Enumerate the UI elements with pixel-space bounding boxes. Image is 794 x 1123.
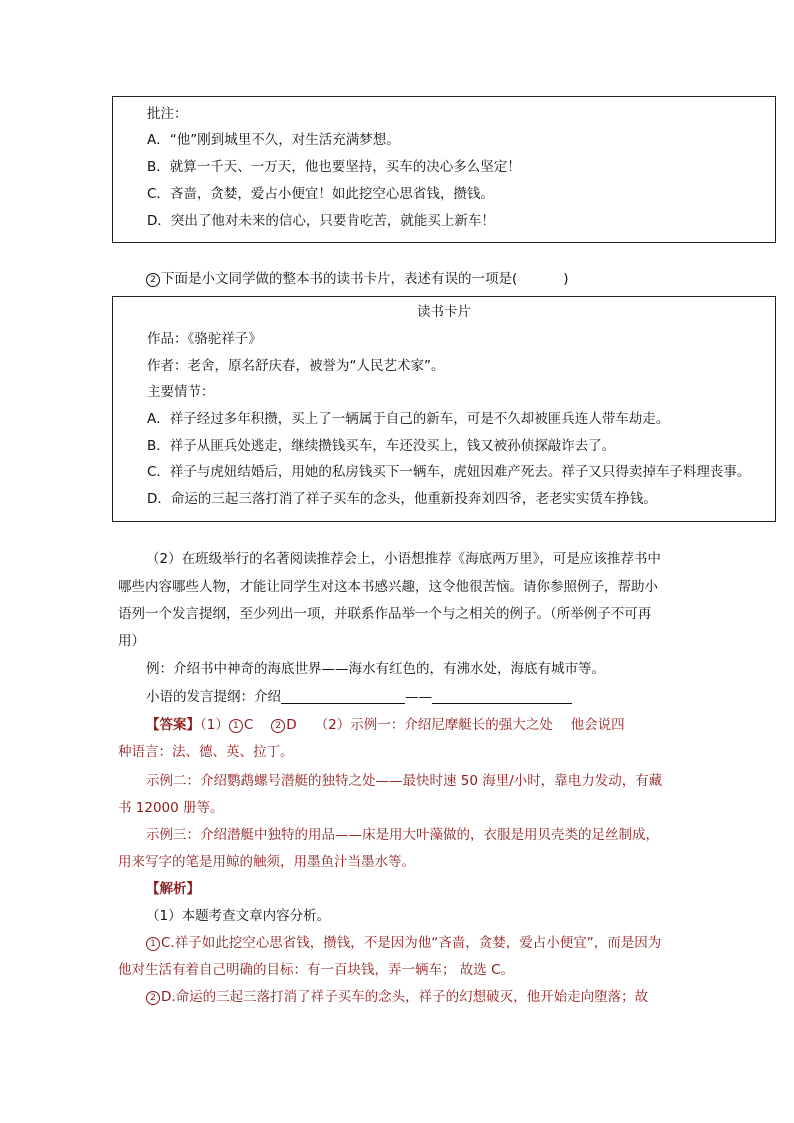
answer-line-2: 种语言：法、德、英、拉丁。 — [118, 744, 294, 760]
card-option-c: C．祥子与虎妞结婚后，用她的私房钱买下一辆车，虎妞因难产死去。祥子又只得卖掉车子料理丧事。 — [147, 464, 751, 480]
question-2-text: 下面是小文同学做的整本书的读书卡片，表述有误的一项是( — [161, 271, 518, 287]
answer-1: C — [243, 717, 254, 733]
annotation-option-a: A．“他”刚到城里不久，对生活充满梦想。 — [147, 132, 400, 148]
card-title: 读书卡片 — [417, 304, 471, 320]
answer-ex2-line-2: 书 12000 册等。 — [118, 800, 224, 816]
part2-line-2: 哪些内容哪些人物，才能让同学生对这本书感兴趣，这令他很苦恼。请你参照例子，帮助小 — [118, 579, 658, 595]
annotation-option-b: B．就算一千天、一万天，他也要坚持，买车的决心多么坚定！ — [147, 159, 521, 175]
part2-line-4: 用） — [118, 633, 145, 649]
card-plot-label: 主要情节： — [147, 384, 215, 400]
question-2 — [146, 270, 569, 288]
circled-number: 2 — [146, 991, 160, 1005]
reading-card — [112, 296, 776, 522]
annotation-option-c: C．吝啬，贪婪，爱占小便宜！如此挖空心思省钱，攒钱。 — [147, 186, 494, 202]
outline-dash: —— — [405, 689, 432, 705]
card-option-b: B．祥子从匪兵处逃走，继续攒钱买车，车还没买上，钱又被孙侦探敲诈去了。 — [147, 438, 616, 454]
part2-line-3: 语列一个发言提纲，至少列出一项，并联系作品举一个与之相关的例子。（所举例子不可再 — [118, 606, 652, 622]
annotation-heading: 批注： — [147, 106, 188, 122]
analysis-p1-line-1 — [146, 934, 661, 952]
outline-blank-1 — [281, 689, 405, 704]
answer-ex3-line-1: 示例三：介绍潜艇中独特的用品——床是用大叶藻做的，衣服是用贝壳类的足丝制成， — [146, 827, 659, 843]
answer-2: D — [286, 717, 297, 733]
analysis-label: 【解析】 — [146, 881, 200, 897]
circled-number: 2 — [271, 719, 285, 733]
answer-p1-prefix: （1） — [200, 717, 229, 733]
question-2-close: ) — [563, 271, 569, 287]
analysis-p1-text: C.祥子如此挖空心思省钱，攒钱，不是因为他“吝啬，贪婪，爱占小便宜”，而是因为 — [161, 935, 662, 951]
card-option-d: D．命运的三起三落打消了祥子买车的念头，他重新投奔刘四爷，老老实实赁车挣钱。 — [147, 491, 657, 507]
answer-ex3-line-2: 用来写字的笔是用鲸的触须，用墨鱼汁当墨水等。 — [118, 854, 415, 870]
part2-line-1: （2）在班级举行的名著阅读推荐会上，小语想推荐《海底两万里》，可是应该推荐书中 — [146, 551, 661, 567]
annotation-box — [112, 96, 776, 243]
card-author: 作者：老舍，原名舒庆春，被誉为“人民艺术家”。 — [147, 358, 445, 374]
outline-blank-2 — [432, 689, 572, 704]
outline-label: 小语的发言提纲：介绍 — [146, 689, 281, 705]
circled-number: 1 — [229, 719, 243, 733]
outline-line — [146, 688, 572, 706]
card-option-a: A．祥子经过多年积攒，买上了一辆属于自己的新车，可是不久却被匪兵连人带车劫走。 — [147, 411, 670, 427]
answer-ex2-line-1: 示例二：介绍鹦鹉螺号潜艇的独特之处——最快时速 50 海里/小时，靠电力发动，有藏 — [146, 773, 663, 789]
analysis-p2-line-1 — [146, 988, 648, 1006]
circled-number: 2 — [146, 273, 160, 287]
answer-p2: （2）示例一：介绍尼摩艇长的强大之处 他会说四 — [314, 717, 625, 733]
analysis-line-1: （1）本题考查文章内容分析。 — [146, 908, 331, 924]
answer-line-1 — [146, 716, 625, 734]
circled-number: 1 — [146, 937, 160, 951]
answer-label: 【答案】 — [146, 717, 200, 733]
analysis-p2-text: D.命运的三起三落打消了祥子买车的念头，祥子的幻想破灭，他开始走向堕落；故 — [161, 989, 649, 1005]
annotation-option-d: D．突出了他对未来的信心，只要肯吃苦，就能买上新车！ — [147, 213, 495, 229]
card-work: 作品：《骆驼祥子》 — [147, 331, 262, 347]
example-line: 例：介绍书中神奇的海底世界——海水有红色的，有沸水处，海底有城市等。 — [146, 661, 605, 677]
analysis-p1-line-2: 他对生活有着自己明确的目标：有一百块钱，弄一辆车； 故选 C。 — [118, 962, 515, 978]
